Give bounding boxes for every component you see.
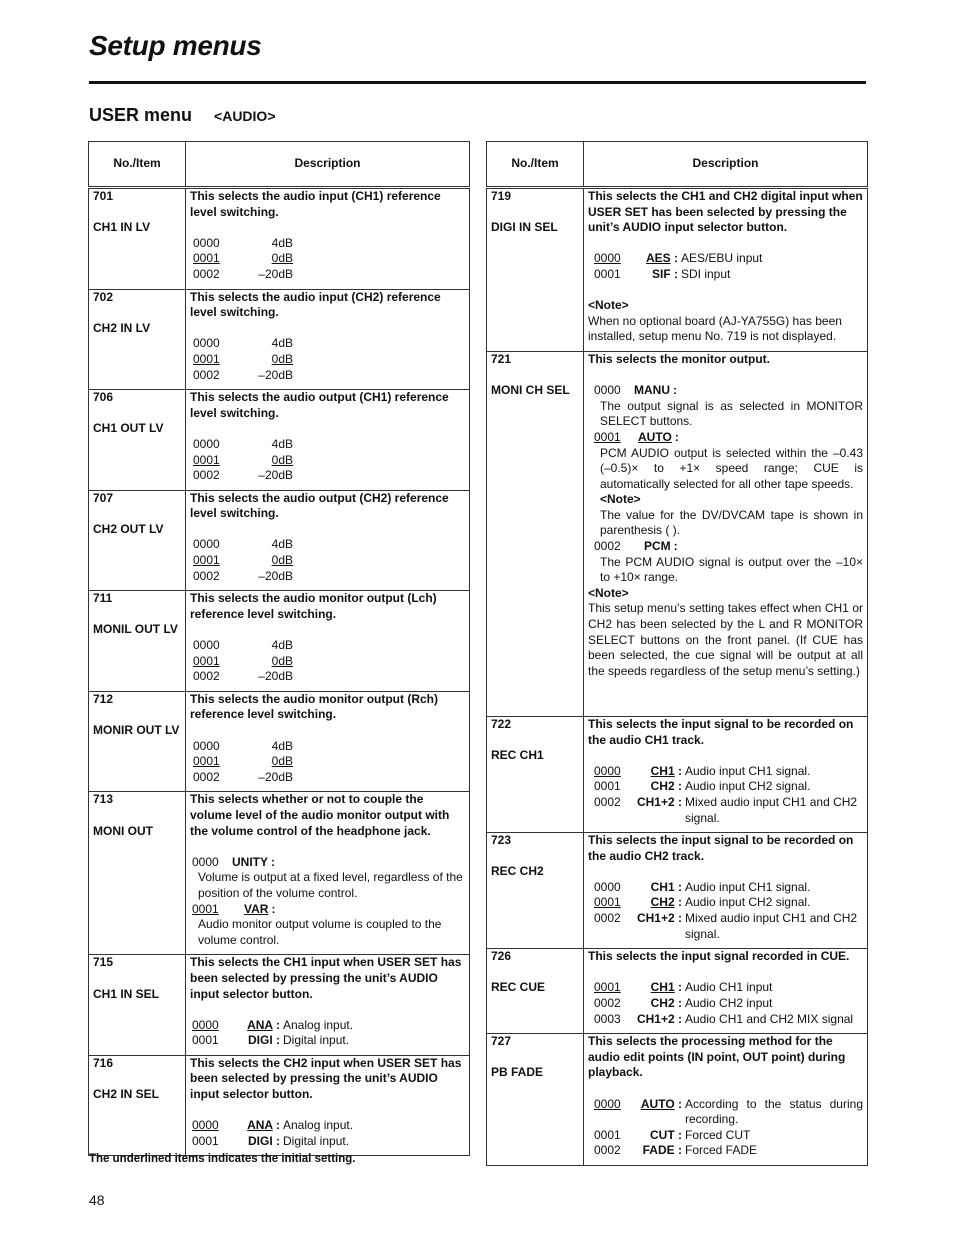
option-line <box>190 267 465 283</box>
option-key: SIF <box>651 266 671 281</box>
option-line <box>588 1143 863 1159</box>
row-number-cell <box>89 188 186 290</box>
option-line <box>588 1012 863 1028</box>
row-description: This selects the CH1 and CH2 digital input when USER SET has been selected by pressing the unit’s AUDIO input selector button. <box>588 189 863 235</box>
option-line <box>588 911 863 942</box>
row-item: DIGI IN SEL <box>491 220 558 235</box>
option-key-wrap <box>232 1134 283 1150</box>
row-number: 713 <box>93 792 114 807</box>
option-code: 0001 <box>193 553 220 568</box>
option-line <box>190 251 465 267</box>
row-number: 712 <box>93 691 114 706</box>
option-key-wrap <box>634 980 685 996</box>
row-description: This selects the audio output (CH1) reference level switching. <box>190 390 449 420</box>
row-description-cell <box>186 1055 470 1156</box>
row-number-cell <box>487 833 584 949</box>
row-number-cell <box>89 792 186 955</box>
option-value: 0dB <box>271 653 293 668</box>
option-key-wrap <box>634 895 685 911</box>
row-number: 719 <box>491 189 512 203</box>
row-number-cell <box>89 955 186 1056</box>
option-key: UNITY <box>232 854 268 869</box>
note-text: This setup menu’s setting takes effect when CH1 or CH2 has been selected by the L and R MONITOR SELECT buttons on the front panel. (If CUE has been selected, the cue signal will be output at all the speeds regardless of the setup menu’s setting.) <box>588 601 863 678</box>
row-description-cell <box>186 955 470 1056</box>
option-line <box>190 754 465 770</box>
option-colon: : <box>678 895 682 910</box>
option-text: Forced FADE <box>685 1143 758 1158</box>
option-code: 0001 <box>193 351 220 366</box>
option-line <box>190 236 465 252</box>
option-colon: : <box>678 996 682 1011</box>
option-line <box>190 368 465 384</box>
option-value: –20dB <box>258 568 293 583</box>
option-code: 0002 <box>594 539 621 554</box>
row-number-cell <box>89 691 186 792</box>
option-line <box>190 902 465 918</box>
option-colon: : <box>673 539 678 554</box>
row-item: CH2 IN LV <box>93 320 151 335</box>
option-code: 0002 <box>594 1143 621 1158</box>
option-key: AES <box>645 251 671 266</box>
option-key: PCM <box>644 539 671 554</box>
row-number-cell <box>89 390 186 491</box>
row-item: MONIL OUT LV <box>93 622 178 637</box>
row-description: This selects the audio input (CH2) reference level switching. <box>190 289 441 320</box>
option-key-wrap <box>634 1097 685 1128</box>
menu-table-right <box>486 141 868 1166</box>
row-number: 715 <box>93 955 114 970</box>
option-line <box>588 779 863 795</box>
option-key: CH1 <box>650 879 675 894</box>
table-row <box>487 833 868 949</box>
option-line <box>190 1033 465 1049</box>
option-line <box>190 855 465 871</box>
option-colon: : <box>271 854 275 869</box>
option-line <box>190 569 465 585</box>
option-text: The PCM AUDIO signal is output over the –10× to +10× range. <box>600 554 863 585</box>
option-code: 0001 <box>192 1133 219 1148</box>
row-description: This selects the input signal to be recorded on the audio CH1 track. <box>588 716 854 747</box>
row-description: This selects the audio monitor output (Rch) reference level switching. <box>190 691 439 722</box>
row-description: This selects the input signal to be recorded on the audio CH2 track. <box>588 833 854 863</box>
option-value: 0dB <box>271 452 293 467</box>
option-text: AES/EBU input <box>681 251 763 266</box>
section-heading <box>89 105 276 126</box>
option-text: Volume is output at a fixed level, regardless of the position of the volume control. <box>198 870 463 900</box>
option-key: MANU <box>634 383 670 398</box>
option-key: CH1+2 <box>636 1011 675 1026</box>
row-item: CH1 IN SEL <box>93 986 160 1001</box>
option-value: 0dB <box>271 351 293 366</box>
option-code: 0002 <box>193 568 220 583</box>
option-colon: : <box>673 383 677 398</box>
option-key-wrap <box>634 779 685 795</box>
row-description: This selects the processing method for the audio edit points (IN point, OUT point) during playback. <box>588 1034 846 1080</box>
option-line <box>588 980 863 996</box>
option-code: 0002 <box>193 266 220 281</box>
option-value: –20dB <box>258 669 293 684</box>
option-colon: : <box>674 251 678 266</box>
option-code: 0002 <box>594 996 621 1011</box>
table-row <box>89 1055 470 1156</box>
option-code: 0000 <box>193 638 220 653</box>
option-code: 0001 <box>193 452 220 467</box>
option-line <box>190 654 465 670</box>
option-key-wrap <box>634 251 681 267</box>
option-key: DIGI <box>247 1033 273 1048</box>
option-code: 0000 <box>192 1017 219 1032</box>
option-value: –20dB <box>258 468 293 483</box>
option-line <box>588 1128 863 1144</box>
row-number-cell <box>89 289 186 390</box>
option-value: 4dB <box>271 436 293 451</box>
row-number-cell <box>89 591 186 692</box>
table-row <box>487 188 868 352</box>
option-text: The output signal is as selected in MONITOR SELECT buttons. <box>600 398 863 429</box>
option-line <box>190 468 465 484</box>
option-key: CH1 <box>650 980 675 995</box>
option-text: Audio input CH1 signal. <box>685 879 811 894</box>
option-value: 0dB <box>271 553 293 568</box>
row-number: 726 <box>491 949 512 964</box>
option-line <box>190 437 465 453</box>
option-code: 0003 <box>594 1011 621 1026</box>
row-number: 706 <box>93 390 114 405</box>
option-line <box>588 795 863 826</box>
option-colon: : <box>271 901 276 916</box>
option-code: 0000 <box>594 1096 621 1111</box>
row-description: This selects the CH2 input when USER SET has been selected by pressing the unit’s AUDIO input selector button. <box>190 1055 462 1102</box>
option-code: 0002 <box>594 794 621 809</box>
option-code: 0000 <box>192 854 219 869</box>
row-item: MONIR OUT LV <box>93 723 180 737</box>
option-key-wrap <box>232 1033 283 1049</box>
option-line <box>588 539 863 555</box>
option-line <box>588 996 863 1012</box>
option-key: AUTO <box>640 1096 675 1111</box>
row-description-cell <box>186 289 470 390</box>
row-description: This selects the input signal recorded in CUE. <box>588 949 850 964</box>
option-colon: : <box>276 1118 280 1133</box>
option-value: 4dB <box>271 638 293 653</box>
section-title: USER menu <box>89 105 193 125</box>
option-key: AUTO <box>638 429 672 444</box>
subsection-title: <AUDIO> <box>214 108 276 124</box>
footnote: The underlined items indicates the initial setting. <box>89 1153 356 1165</box>
option-key: CH2 <box>650 779 675 794</box>
option-colon: : <box>678 980 682 995</box>
option-text: Mixed audio input CH1 and CH2 signal. <box>685 911 858 941</box>
option-line <box>588 251 863 267</box>
option-key: CH1+2 <box>636 794 675 809</box>
table-row <box>89 955 470 1056</box>
option-key: VAR <box>244 901 269 916</box>
option-value: 4dB <box>271 336 293 351</box>
row-number: 707 <box>93 490 114 505</box>
row-description-cell <box>584 1034 868 1166</box>
row-description: This selects the audio output (CH2) reference level switching. <box>190 490 449 521</box>
row-number: 716 <box>93 1055 114 1070</box>
option-line <box>588 895 863 911</box>
option-text: Audio CH2 input <box>685 996 773 1011</box>
option-line <box>588 764 863 780</box>
option-text: PCM AUDIO output is selected within the –0.43 (–0.5)× to +1× speed range; CUE is automatically selected for all other tape speeds. <box>600 445 863 491</box>
option-colon: : <box>276 1017 280 1032</box>
menu-table-left <box>88 141 470 1156</box>
header-description: Description <box>584 142 868 188</box>
option-key-wrap <box>634 267 681 283</box>
option-value: –20dB <box>258 769 293 784</box>
option-value: 4dB <box>271 537 293 552</box>
row-item: CH1 OUT LV <box>93 421 164 436</box>
option-text: Audio CH1 input <box>685 980 773 995</box>
row-item: MONI OUT <box>93 823 153 838</box>
row-number: 702 <box>93 289 114 304</box>
row-number: 727 <box>491 1034 512 1049</box>
option-code: 0001 <box>193 754 220 769</box>
note-text: When no optional board (AJ-YA755G) has been installed, setup menu No. 719 is not displayed. <box>588 313 842 344</box>
option-key-wrap <box>634 764 685 780</box>
option-code: 0001 <box>192 901 219 916</box>
option-line <box>190 739 465 755</box>
option-text: Analog input. <box>283 1017 354 1032</box>
note-label: <Note> <box>588 298 629 313</box>
option-colon: : <box>674 266 678 281</box>
option-key: CH1 <box>650 763 675 778</box>
option-code: 0001 <box>594 266 621 281</box>
row-number-cell <box>487 188 584 352</box>
option-key: DIGI <box>247 1133 273 1148</box>
option-code: 0000 <box>193 537 220 552</box>
option-code: 0000 <box>193 235 220 250</box>
option-code: 0002 <box>193 367 220 382</box>
row-number-cell <box>487 1034 584 1166</box>
table-row <box>89 390 470 491</box>
option-key-wrap <box>634 1128 685 1144</box>
option-key-wrap <box>634 1143 685 1159</box>
option-colon: : <box>678 779 682 794</box>
option-value: 4dB <box>271 738 293 753</box>
option-code: 0001 <box>192 1033 219 1048</box>
row-number: 723 <box>491 833 512 848</box>
header-no-item: No./Item <box>89 142 186 188</box>
option-text: Analog input. <box>283 1118 354 1133</box>
option-key-wrap <box>634 911 685 942</box>
option-colon: : <box>678 911 682 926</box>
option-line <box>190 453 465 469</box>
row-item: CH2 OUT LV <box>93 521 164 536</box>
table-row <box>487 716 868 832</box>
option-code: 0002 <box>193 468 220 483</box>
option-line <box>190 669 465 685</box>
row-number-cell <box>89 490 186 591</box>
option-key: FADE <box>642 1143 675 1158</box>
row-item: CH1 IN LV <box>93 220 151 235</box>
row-description-cell <box>584 833 868 949</box>
row-item: PB FADE <box>491 1065 544 1080</box>
option-colon: : <box>678 794 682 809</box>
row-item: REC CUE <box>491 980 546 995</box>
row-item: REC CH2 <box>491 864 544 879</box>
table-row <box>89 792 470 955</box>
option-key: CH1+2 <box>636 911 675 926</box>
option-text: Audio input CH2 signal. <box>685 779 811 794</box>
option-code: 0000 <box>594 879 621 894</box>
row-description: This selects whether or not to couple the volume level of the audio monitor output with the volume control of the headphone jack. <box>190 792 450 838</box>
row-number: 721 <box>491 351 512 366</box>
option-text: According to the status during recording. <box>685 1096 863 1127</box>
row-description-cell <box>584 188 868 352</box>
note-text: The value for the DV/DVCAM tape is shown in parenthesis ( ). <box>600 507 863 538</box>
option-code: 0000 <box>594 383 621 398</box>
row-number-cell <box>487 351 584 716</box>
option-line <box>190 1018 465 1034</box>
option-line <box>190 770 465 786</box>
note-label: <Note> <box>600 492 641 507</box>
option-line <box>190 1134 465 1150</box>
note-label: <Note> <box>588 585 629 600</box>
option-code: 0000 <box>193 738 220 753</box>
option-line <box>190 638 465 654</box>
table-header-row <box>89 142 470 188</box>
option-colon: : <box>678 1127 682 1142</box>
row-item: CH2 IN SEL <box>93 1087 160 1102</box>
row-description-cell <box>584 716 868 832</box>
option-colon: : <box>678 879 682 894</box>
row-description: This selects the CH1 input when USER SET has been selected by pressing the unit’s AUDIO input selector button. <box>190 955 462 1001</box>
option-line <box>190 537 465 553</box>
option-key-wrap <box>634 996 685 1012</box>
row-description-cell <box>186 490 470 591</box>
row-number-cell <box>89 1055 186 1156</box>
option-colon: : <box>674 429 679 444</box>
option-code: 0001 <box>594 895 621 910</box>
option-text: Digital input. <box>283 1133 350 1148</box>
option-value: 0dB <box>271 754 293 769</box>
option-line <box>190 1118 465 1134</box>
option-colon: : <box>678 1011 682 1026</box>
row-description-cell <box>584 351 868 716</box>
option-colon: : <box>678 1096 682 1111</box>
option-key: ANA <box>247 1017 273 1032</box>
table-row <box>487 949 868 1034</box>
title-rule <box>89 81 866 84</box>
header-no-item: No./Item <box>487 142 584 188</box>
table-row <box>89 289 470 390</box>
option-text: Mixed audio input CH1 and CH2 signal. <box>685 794 858 825</box>
option-line <box>588 1097 863 1128</box>
option-key: CUT <box>649 1127 675 1142</box>
option-code: 0001 <box>193 653 220 668</box>
option-line <box>588 430 863 446</box>
table-row <box>89 591 470 692</box>
option-key-wrap <box>232 1118 283 1134</box>
option-text: Audio monitor output volume is coupled to the volume control. <box>198 917 442 947</box>
option-text: SDI input <box>681 266 731 281</box>
table-row <box>487 1034 868 1166</box>
option-code: 0002 <box>193 769 220 784</box>
option-key-wrap <box>634 880 685 896</box>
table-row <box>89 691 470 792</box>
option-key-wrap <box>634 795 685 826</box>
option-code: 0001 <box>594 779 621 794</box>
table-row <box>89 188 470 290</box>
option-text: Audio input CH1 signal. <box>685 763 811 778</box>
row-description: This selects the audio monitor output (Lch) reference level switching. <box>190 591 437 621</box>
option-text: Audio CH1 and CH2 MIX signal <box>685 1011 854 1026</box>
option-code: 0001 <box>594 1127 621 1142</box>
option-text: Digital input. <box>283 1033 350 1048</box>
option-code: 0001 <box>594 980 621 995</box>
row-description-cell <box>186 591 470 692</box>
row-number-cell <box>487 949 584 1034</box>
option-line <box>190 352 465 368</box>
option-code: 0000 <box>594 763 621 778</box>
row-description-cell <box>186 792 470 955</box>
option-colon: : <box>678 1143 682 1158</box>
row-description-cell <box>584 949 868 1034</box>
option-value: –20dB <box>258 367 293 382</box>
option-key-wrap <box>634 1012 685 1028</box>
table-header-row <box>487 142 868 188</box>
option-colon: : <box>678 763 682 778</box>
option-line <box>588 267 863 283</box>
option-code: 0002 <box>594 911 621 926</box>
option-key: ANA <box>247 1118 273 1133</box>
option-key-wrap <box>232 1018 283 1034</box>
option-value: 0dB <box>271 251 293 266</box>
row-description-cell <box>186 188 470 290</box>
option-code: 0000 <box>192 1118 219 1133</box>
row-number: 711 <box>93 591 113 606</box>
option-text: Forced CUT <box>685 1127 751 1142</box>
option-code: 0000 <box>193 336 220 351</box>
option-line <box>190 553 465 569</box>
row-item: MONI CH SEL <box>491 383 570 398</box>
option-line <box>190 336 465 352</box>
option-code: 0001 <box>594 429 621 444</box>
option-code: 0002 <box>193 669 220 684</box>
row-description-cell <box>186 691 470 792</box>
option-code: 0000 <box>594 251 621 266</box>
table-row <box>89 490 470 591</box>
option-text: Audio input CH2 signal. <box>685 895 811 910</box>
row-description: This selects the audio input (CH1) reference level switching. <box>190 189 441 219</box>
option-line <box>588 880 863 896</box>
option-value: –20dB <box>258 266 293 281</box>
page-number: 48 <box>89 1192 105 1208</box>
row-item: REC CH1 <box>491 748 544 763</box>
row-number: 701 <box>93 189 114 203</box>
option-key: CH2 <box>650 895 675 910</box>
row-description-cell <box>186 390 470 491</box>
option-colon: : <box>276 1033 280 1048</box>
row-number-cell <box>487 716 584 832</box>
option-code: 0000 <box>193 436 220 451</box>
row-number: 722 <box>491 716 512 731</box>
option-value: 4dB <box>271 235 293 250</box>
option-key: CH2 <box>650 996 675 1011</box>
option-code: 0001 <box>193 251 220 266</box>
page-title: Setup menus <box>89 30 262 61</box>
header-description: Description <box>186 142 470 188</box>
table-row <box>487 351 868 716</box>
row-description: This selects the monitor output. <box>588 351 771 366</box>
option-colon: : <box>276 1133 280 1148</box>
option-line <box>588 383 863 399</box>
